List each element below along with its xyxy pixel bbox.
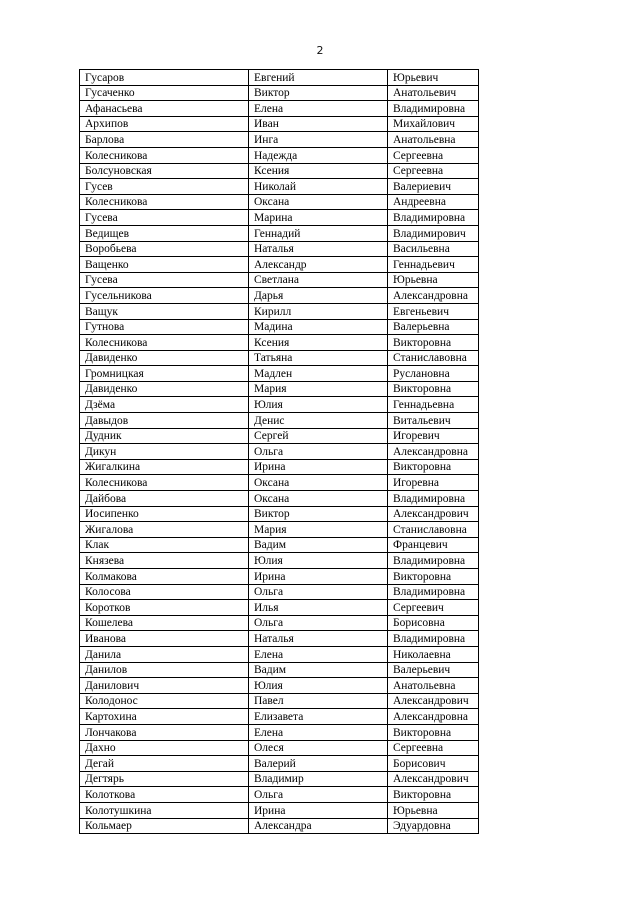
surname-cell: Громницкая (80, 366, 249, 382)
patronymic-cell: Васильевна (388, 241, 479, 257)
first-name-cell: Виктор (249, 85, 388, 101)
first-name-cell: Мадлен (249, 366, 388, 382)
table-row (80, 506, 479, 522)
table-row (80, 459, 479, 475)
patronymic-cell: Анатольевна (388, 132, 479, 148)
table-row (80, 584, 479, 600)
page-number: 2 (316, 44, 324, 57)
names-table-body (80, 70, 479, 834)
table-row (80, 818, 479, 834)
patronymic-cell: Александрович (388, 506, 479, 522)
first-name-cell: Елена (249, 724, 388, 740)
first-name-cell: Ирина (249, 802, 388, 818)
surname-cell: Данилович (80, 678, 249, 694)
patronymic-cell: Александрович (388, 693, 479, 709)
patronymic-cell: Борисовна (388, 615, 479, 631)
table-row (80, 756, 479, 772)
table-row (80, 272, 479, 288)
table-row (80, 101, 479, 117)
first-name-cell: Оксана (249, 475, 388, 491)
table-row (80, 288, 479, 304)
patronymic-cell: Эдуардовна (388, 818, 479, 834)
patronymic-cell: Сергеевна (388, 740, 479, 756)
surname-cell: Дахно (80, 740, 249, 756)
surname-cell: Болсуновская (80, 163, 249, 179)
surname-cell: Данилов (80, 662, 249, 678)
surname-cell: Дзёма (80, 397, 249, 413)
patronymic-cell: Владимировна (388, 491, 479, 507)
table-row (80, 179, 479, 195)
surname-cell: Ведищев (80, 225, 249, 241)
first-name-cell: Наталья (249, 631, 388, 647)
surname-cell: Жигалкина (80, 459, 249, 475)
surname-cell: Дикун (80, 444, 249, 460)
first-name-cell: Ксения (249, 163, 388, 179)
surname-cell: Колесникова (80, 147, 249, 163)
surname-cell: Колесникова (80, 335, 249, 351)
surname-cell: Князева (80, 553, 249, 569)
first-name-cell: Инга (249, 132, 388, 148)
table-row (80, 85, 479, 101)
table-row (80, 615, 479, 631)
patronymic-cell: Владимировна (388, 584, 479, 600)
names-table (79, 69, 479, 834)
table-row (80, 210, 479, 226)
first-name-cell: Мария (249, 381, 388, 397)
surname-cell: Гусева (80, 210, 249, 226)
patronymic-cell: Сергеевич (388, 600, 479, 616)
table-row (80, 335, 479, 351)
first-name-cell: Ольга (249, 615, 388, 631)
first-name-cell: Ольга (249, 444, 388, 460)
patronymic-cell: Анатольевич (388, 85, 479, 101)
table-row (80, 678, 479, 694)
patronymic-cell: Александрович (388, 771, 479, 787)
patronymic-cell: Владимирович (388, 225, 479, 241)
first-name-cell: Евгений (249, 70, 388, 86)
patronymic-cell: Владимировна (388, 553, 479, 569)
surname-cell: Архипов (80, 116, 249, 132)
surname-cell: Ващук (80, 303, 249, 319)
table-row (80, 116, 479, 132)
table-row (80, 163, 479, 179)
table-row (80, 257, 479, 273)
patronymic-cell: Станиславовна (388, 522, 479, 538)
table-row (80, 491, 479, 507)
patronymic-cell: Валериевич (388, 179, 479, 195)
table-row (80, 366, 479, 382)
first-name-cell: Ксения (249, 335, 388, 351)
patronymic-cell: Викторовна (388, 787, 479, 803)
surname-cell: Картохина (80, 709, 249, 725)
first-name-cell: Сергей (249, 428, 388, 444)
first-name-cell: Мария (249, 522, 388, 538)
patronymic-cell: Юрьевна (388, 272, 479, 288)
first-name-cell: Юлия (249, 678, 388, 694)
patronymic-cell: Викторовна (388, 569, 479, 585)
first-name-cell: Ольга (249, 787, 388, 803)
surname-cell: Колесникова (80, 194, 249, 210)
table-row (80, 413, 479, 429)
table-row (80, 553, 479, 569)
surname-cell: Гусев (80, 179, 249, 195)
surname-cell: Жигалова (80, 522, 249, 538)
patronymic-cell: Викторовна (388, 381, 479, 397)
first-name-cell: Олеся (249, 740, 388, 756)
first-name-cell: Елена (249, 101, 388, 117)
patronymic-cell: Сергеевна (388, 163, 479, 179)
patronymic-cell: Александровна (388, 444, 479, 460)
patronymic-cell: Юрьевич (388, 70, 479, 86)
table-row (80, 802, 479, 818)
table-row (80, 241, 479, 257)
first-name-cell: Геннадий (249, 225, 388, 241)
first-name-cell: Ольга (249, 584, 388, 600)
first-name-cell: Вадим (249, 662, 388, 678)
patronymic-cell: Игоревна (388, 475, 479, 491)
table-row (80, 787, 479, 803)
first-name-cell: Оксана (249, 491, 388, 507)
patronymic-cell: Борисович (388, 756, 479, 772)
table-row (80, 475, 479, 491)
patronymic-cell: Анатольевна (388, 678, 479, 694)
table-row (80, 319, 479, 335)
first-name-cell: Мадина (249, 319, 388, 335)
table-row (80, 225, 479, 241)
patronymic-cell: Геннадьевна (388, 397, 479, 413)
patronymic-cell: Викторовна (388, 724, 479, 740)
surname-cell: Кольмаер (80, 818, 249, 834)
patronymic-cell: Викторовна (388, 335, 479, 351)
surname-cell: Коротков (80, 600, 249, 616)
table-row (80, 693, 479, 709)
first-name-cell: Николай (249, 179, 388, 195)
table-row (80, 569, 479, 585)
surname-cell: Колесникова (80, 475, 249, 491)
first-name-cell: Александра (249, 818, 388, 834)
table-row (80, 132, 479, 148)
table-row (80, 428, 479, 444)
patronymic-cell: Сергеевна (388, 147, 479, 163)
table-row (80, 646, 479, 662)
table-row (80, 662, 479, 678)
surname-cell: Давыдов (80, 413, 249, 429)
table-row (80, 724, 479, 740)
surname-cell: Дегтярь (80, 771, 249, 787)
first-name-cell: Светлана (249, 272, 388, 288)
first-name-cell: Ирина (249, 569, 388, 585)
table-row (80, 631, 479, 647)
surname-cell: Колоткова (80, 787, 249, 803)
patronymic-cell: Францевич (388, 537, 479, 553)
table-row (80, 397, 479, 413)
first-name-cell: Юлия (249, 553, 388, 569)
first-name-cell: Юлия (249, 397, 388, 413)
first-name-cell: Кирилл (249, 303, 388, 319)
patronymic-cell: Владимировна (388, 210, 479, 226)
first-name-cell: Валерий (249, 756, 388, 772)
surname-cell: Дудник (80, 428, 249, 444)
first-name-cell: Наталья (249, 241, 388, 257)
first-name-cell: Александр (249, 257, 388, 273)
patronymic-cell: Станиславовна (388, 350, 479, 366)
patronymic-cell: Викторовна (388, 459, 479, 475)
surname-cell: Ващенко (80, 257, 249, 273)
first-name-cell: Илья (249, 600, 388, 616)
patronymic-cell: Руслановна (388, 366, 479, 382)
surname-cell: Иванова (80, 631, 249, 647)
table-row (80, 740, 479, 756)
first-name-cell: Денис (249, 413, 388, 429)
patronymic-cell: Геннадьевич (388, 257, 479, 273)
patronymic-cell: Михайлович (388, 116, 479, 132)
first-name-cell: Виктор (249, 506, 388, 522)
patronymic-cell: Валерьевна (388, 319, 479, 335)
patronymic-cell: Андреевна (388, 194, 479, 210)
patronymic-cell: Николаевна (388, 646, 479, 662)
patronymic-cell: Юрьевна (388, 802, 479, 818)
first-name-cell: Владимир (249, 771, 388, 787)
first-name-cell: Марина (249, 210, 388, 226)
patronymic-cell: Александровна (388, 288, 479, 304)
table-row (80, 709, 479, 725)
patronymic-cell: Владимировна (388, 631, 479, 647)
surname-cell: Дегай (80, 756, 249, 772)
first-name-cell: Вадим (249, 537, 388, 553)
table-row (80, 600, 479, 616)
first-name-cell: Павел (249, 693, 388, 709)
surname-cell: Колодонос (80, 693, 249, 709)
surname-cell: Клак (80, 537, 249, 553)
table-row (80, 350, 479, 366)
surname-cell: Кошелева (80, 615, 249, 631)
surname-cell: Гусаров (80, 70, 249, 86)
surname-cell: Гусаченко (80, 85, 249, 101)
surname-cell: Гутнова (80, 319, 249, 335)
table-row (80, 381, 479, 397)
table-row (80, 771, 479, 787)
patronymic-cell: Валерьевич (388, 662, 479, 678)
first-name-cell: Оксана (249, 194, 388, 210)
first-name-cell: Елена (249, 646, 388, 662)
first-name-cell: Ирина (249, 459, 388, 475)
patronymic-cell: Евгеньевич (388, 303, 479, 319)
surname-cell: Афанасьева (80, 101, 249, 117)
table-row (80, 70, 479, 86)
surname-cell: Данила (80, 646, 249, 662)
first-name-cell: Надежда (249, 147, 388, 163)
surname-cell: Иосипенко (80, 506, 249, 522)
surname-cell: Воробьева (80, 241, 249, 257)
surname-cell: Гусельникова (80, 288, 249, 304)
table-row (80, 194, 479, 210)
surname-cell: Гусева (80, 272, 249, 288)
table-row (80, 444, 479, 460)
table-row (80, 522, 479, 538)
patronymic-cell: Александровна (388, 709, 479, 725)
first-name-cell: Татьяна (249, 350, 388, 366)
surname-cell: Колмакова (80, 569, 249, 585)
table-row (80, 147, 479, 163)
patronymic-cell: Витальевич (388, 413, 479, 429)
surname-cell: Давиденко (80, 350, 249, 366)
first-name-cell: Елизавета (249, 709, 388, 725)
patronymic-cell: Игоревич (388, 428, 479, 444)
patronymic-cell: Владимировна (388, 101, 479, 117)
first-name-cell: Дарья (249, 288, 388, 304)
surname-cell: Лончакова (80, 724, 249, 740)
surname-cell: Дайбова (80, 491, 249, 507)
table-row (80, 303, 479, 319)
first-name-cell: Иван (249, 116, 388, 132)
surname-cell: Колотушкина (80, 802, 249, 818)
surname-cell: Давиденко (80, 381, 249, 397)
surname-cell: Колосова (80, 584, 249, 600)
surname-cell: Барлова (80, 132, 249, 148)
table-row (80, 537, 479, 553)
